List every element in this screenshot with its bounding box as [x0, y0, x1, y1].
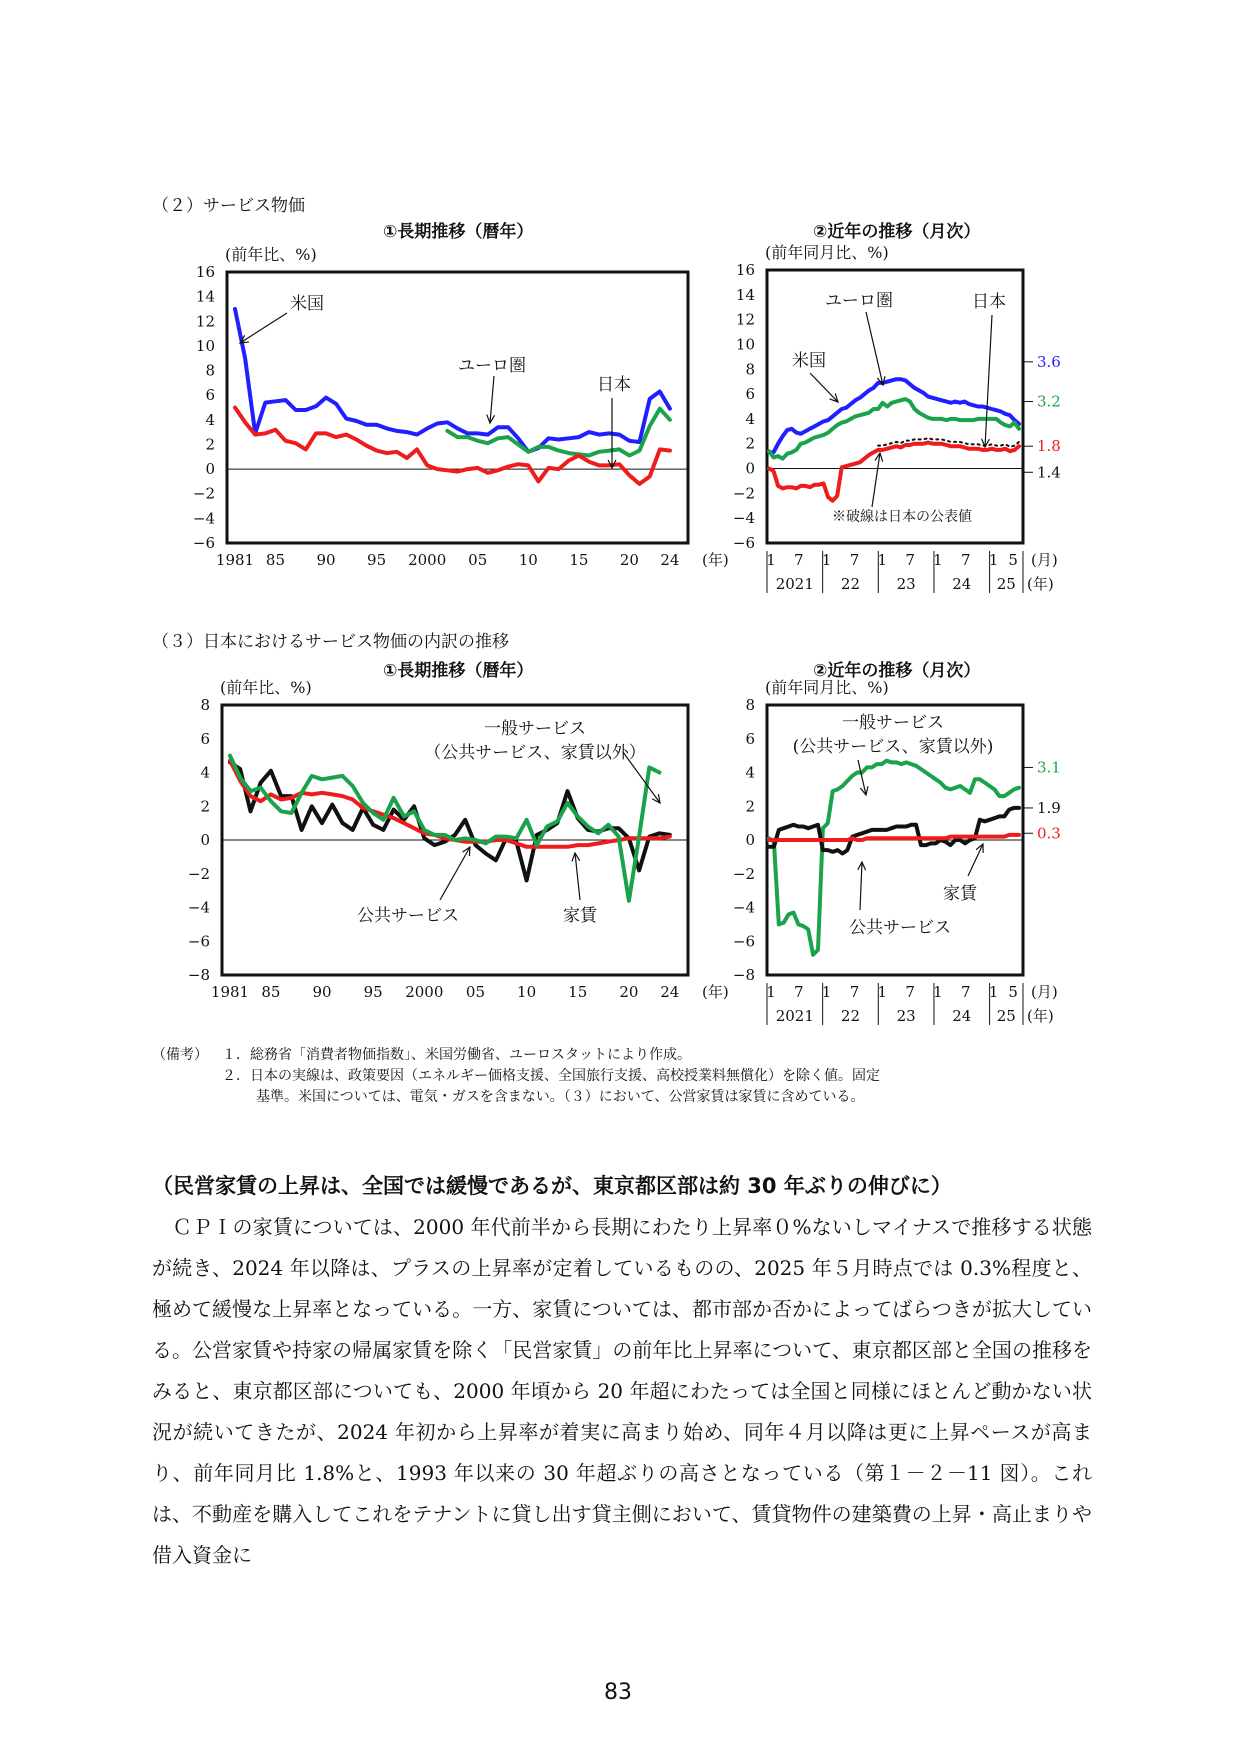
section2-title: （２）サービス物価 — [152, 196, 305, 216]
c4-year-4: 25 — [996, 1007, 1016, 1025]
c2-rlabel-1: 3.2 — [1037, 392, 1061, 411]
c2-month-9: 5 — [1008, 551, 1018, 569]
c3-xtick-1: 85 — [261, 983, 281, 1001]
c1-ytick-11: −6 — [192, 534, 215, 552]
c1-xtick-2: 90 — [316, 551, 336, 569]
c4-month-1: 7 — [794, 983, 804, 1001]
c2-arrow-us — [810, 373, 838, 402]
c3-ytick-3: 2 — [200, 797, 210, 816]
c1-arrow-euro — [490, 376, 494, 423]
c3-label-public: 公共サービス — [357, 906, 459, 926]
c4-ytick-8: −8 — [732, 966, 755, 984]
c2-month-1: 7 — [794, 551, 804, 569]
c4-ytick-6: −4 — [732, 898, 755, 917]
c4-month-0: 1 — [766, 983, 776, 1001]
c4-series-rent — [769, 835, 1019, 840]
c3-title: ①長期推移（暦年） — [383, 661, 534, 681]
c1-xunit: (年) — [702, 551, 729, 569]
c4-month-3: 7 — [849, 983, 860, 1001]
c3-label-rent: 家賃 — [563, 906, 597, 926]
c2-arrow-jp — [985, 315, 992, 447]
c2-label-jp: 日本 — [972, 292, 1006, 312]
c2-month-0: 1 — [766, 551, 776, 569]
c2-rlabel-3: 1.4 — [1037, 463, 1061, 482]
c2-rlabel-2: 1.8 — [1037, 437, 1061, 456]
c1-ytick-8: 0 — [205, 460, 215, 479]
c4-arrow-public — [860, 862, 862, 910]
body-paragraph: ＣＰＩの家賃については、2000 年代前半から長期にわたり上昇率０%ないしマイナスで推移する状態が続き、2024 年以降は、プラスの上昇率が定着しているものの、2025 年５月時点では 0.3%程度と、極めて緩慢な上昇率となっている。一方、家賃については、都市部か否かによってばらつきが拡大している。公営家賃や持家の帰属家賃を除く「民営家賃」の前年比上昇率について、東京都区部と全国の推移をみると、東京都区部についても、2000 年頃から 20 年超にわたっては全国と同様にほとんど動かない状況が続いてきたが、2024 年初から上昇率が着実に高まり始め、同年４月以降は更に上昇ペースが高まり、前年同月比 1.8%と、1993 年以来の 30 年超ぶりの高さとなっている（第１－２－11 図）。これは、不動産を購入してこれをテナントに貸し出す貸主側において、賃貸物件の建築費の上昇・高止まりや借入資金に — [152, 1215, 1092, 1567]
c3-xunit: (年) — [702, 983, 729, 1001]
c4-rlabel-2: 0.3 — [1037, 824, 1061, 843]
c3-xtick-0: 1981 — [210, 983, 250, 1001]
c4-label-general2: (公共サービス、家賃以外) — [792, 737, 994, 757]
c1-ytick-6: 4 — [205, 410, 215, 429]
c1-xtick-9: 24 — [660, 551, 680, 569]
c1-ytick-0: 16 — [195, 263, 215, 281]
c1-label-euro: ユーロ圏 — [458, 356, 526, 376]
c4-ytick-5: −2 — [732, 864, 755, 883]
c4-year-3: 24 — [952, 1007, 972, 1025]
c1-xtick-5: 05 — [468, 551, 488, 569]
c3-xtick-3: 95 — [363, 983, 383, 1001]
c4-rlabel-0: 3.1 — [1037, 758, 1061, 777]
c3-ytick-6: −4 — [187, 898, 210, 917]
c2-xunit-month: (月) — [1031, 551, 1058, 569]
c3-ytick-2: 4 — [200, 763, 210, 782]
c2-ytick-7: 2 — [745, 434, 755, 453]
c3-arrow-public — [440, 847, 470, 900]
c1-series-jp — [235, 408, 670, 484]
c1-label-jp: 日本 — [597, 375, 631, 395]
c3-ytick-4: 0 — [200, 831, 210, 849]
c1-xtick-1: 85 — [265, 551, 286, 569]
c2-label-us: 米国 — [792, 351, 826, 371]
c1-xtick-8: 20 — [619, 551, 639, 569]
c1-xtick-6: 10 — [518, 551, 538, 569]
c2-month-2: 1 — [821, 551, 832, 569]
c1-ytick-5: 6 — [205, 386, 215, 405]
c2-arrow-euro — [866, 312, 883, 385]
c3-xtick-4: 2000 — [405, 983, 444, 1001]
c2-arrow-note — [872, 453, 880, 507]
c4-month-2: 1 — [821, 983, 832, 1001]
c2-ytick-4: 8 — [745, 360, 755, 379]
c2-year-0: 2021 — [775, 575, 814, 593]
c4-month-5: 7 — [905, 983, 915, 1001]
c2-ytick-5: 6 — [745, 385, 755, 404]
c1-ytick-7: 2 — [205, 435, 215, 454]
c1-xtick-7: 15 — [569, 551, 589, 569]
c2-ytick-10: −4 — [732, 509, 755, 528]
c4-month-7: 7 — [961, 983, 971, 1001]
c2-label-euro: ユーロ圏 — [825, 291, 893, 311]
c2-series-jp — [769, 443, 1019, 501]
c4-arrow-rent — [968, 844, 983, 876]
c2-rlabel-0: 3.6 — [1037, 352, 1061, 371]
c2-ytick-6: 4 — [745, 409, 755, 428]
c3-ytick-0: 8 — [200, 696, 210, 714]
c4-title: ②近年の推移（月次） — [813, 661, 981, 681]
c4-ytick-0: 8 — [745, 696, 755, 714]
c3-ytick-1: 6 — [200, 729, 210, 748]
c1-title: ①長期推移（暦年） — [383, 222, 534, 242]
c4-ytick-1: 6 — [745, 729, 755, 748]
c4-label-general1: 一般サービス — [842, 713, 944, 733]
c1-arrow-us — [240, 313, 287, 343]
c1-ytick-2: 12 — [195, 312, 215, 331]
c3-xtick-8: 20 — [619, 983, 639, 1001]
c2-ylabel: (前年同月比、%) — [765, 243, 889, 262]
c3-xtick-6: 10 — [517, 983, 537, 1001]
c2-year-3: 24 — [952, 575, 972, 593]
c2-ytick-8: 0 — [745, 459, 755, 478]
c2-year-4: 25 — [996, 575, 1016, 593]
c1-label-us: 米国 — [290, 294, 324, 314]
c2-ytick-9: −2 — [732, 484, 755, 503]
c2-month-4: 1 — [877, 551, 888, 569]
note-2a: ２．日本の実線は、政策要因（エネルギー価格支援、全国旅行支援、高校授業料無償化）を除く値。固定 — [222, 1068, 880, 1084]
c1-ylabel: (前年比、%) — [225, 245, 317, 264]
c4-label-rent: 家賃 — [943, 884, 977, 904]
c2-year-1: 22 — [840, 575, 861, 593]
c2-ytick-3: 10 — [735, 335, 755, 354]
c1-xtick-4: 2000 — [408, 551, 447, 569]
c1-xtick-0: 1981 — [215, 551, 255, 569]
c4-label-public: 公共サービス — [849, 918, 951, 938]
c3-series-public — [230, 762, 670, 880]
page-number: 83 — [604, 1680, 632, 1705]
c4-rlabel-1: 1.9 — [1037, 798, 1061, 817]
c3-label-general2: （公共サービス、家賃以外） — [424, 743, 646, 763]
c2-month-6: 1 — [933, 551, 943, 569]
c3-xtick-5: 05 — [465, 983, 486, 1001]
note-1: １．総務省「消費者物価指数」、米国労働省、ユーロスタットにより作成。 — [222, 1047, 691, 1063]
c4-year-1: 22 — [840, 1007, 861, 1025]
c4-year-0: 2021 — [775, 1007, 814, 1025]
c4-ytick-2: 4 — [745, 763, 755, 782]
c1-ytick-9: −2 — [192, 484, 215, 503]
note-2b: 基準。米国については、電気・ガスを含まない。（３）において、公営家賃は家賃に含めている。 — [256, 1089, 865, 1105]
c3-label-general1: 一般サービス — [484, 719, 586, 739]
c4-ylabel: (前年同月比、%) — [765, 678, 889, 697]
c1-ytick-1: 14 — [195, 287, 215, 306]
c2-title: ②近年の推移（月次） — [813, 222, 981, 242]
c2-year-2: 23 — [896, 575, 916, 593]
section3-title: （３）日本におけるサービス物価の内訳の推移 — [152, 632, 509, 652]
c2-month-3: 7 — [849, 551, 860, 569]
c2-ytick-1: 14 — [735, 285, 755, 304]
c4-year-2: 23 — [896, 1007, 916, 1025]
c4-xunit-month: (月) — [1031, 983, 1058, 1001]
c1-ytick-10: −4 — [192, 509, 215, 528]
c1-xtick-3: 95 — [367, 551, 387, 569]
c4-month-8: 1 — [988, 983, 999, 1001]
c3-ytick-8: −8 — [187, 966, 210, 984]
c2-ytick-0: 16 — [735, 261, 755, 279]
c3-xtick-7: 15 — [568, 983, 588, 1001]
c2-month-7: 7 — [961, 551, 971, 569]
c2-month-5: 7 — [905, 551, 915, 569]
c4-ytick-3: 2 — [745, 797, 755, 816]
c4-month-4: 1 — [877, 983, 888, 1001]
c1-ytick-3: 10 — [195, 336, 215, 355]
c2-ytick-2: 12 — [735, 310, 755, 329]
c4-ytick-4: 0 — [745, 831, 755, 849]
c4-xunit-year: (年) — [1027, 1007, 1054, 1025]
c2-ytick-11: −6 — [732, 534, 755, 552]
c1-ytick-4: 8 — [205, 361, 215, 380]
c2-month-8: 1 — [988, 551, 999, 569]
c4-month-6: 1 — [933, 983, 943, 1001]
c3-xtick-9: 24 — [660, 983, 680, 1001]
c2-note: ※破線は日本の公表値 — [832, 509, 972, 525]
c3-xtick-2: 90 — [312, 983, 332, 1001]
c3-ylabel: (前年比、%) — [220, 678, 312, 697]
section-heading: （民営家賃の上昇は、全国では緩慢であるが、東京都区部は約 30 年ぶりの伸びに） — [152, 1174, 952, 1198]
c3-series-general — [230, 756, 660, 901]
c4-ytick-7: −6 — [732, 932, 755, 951]
c2-xunit-year: (年) — [1027, 575, 1054, 593]
notes-head: （備考） — [152, 1047, 208, 1063]
c3-ytick-5: −2 — [187, 864, 210, 883]
c4-month-9: 5 — [1008, 983, 1018, 1001]
c3-ytick-7: −6 — [187, 932, 210, 951]
